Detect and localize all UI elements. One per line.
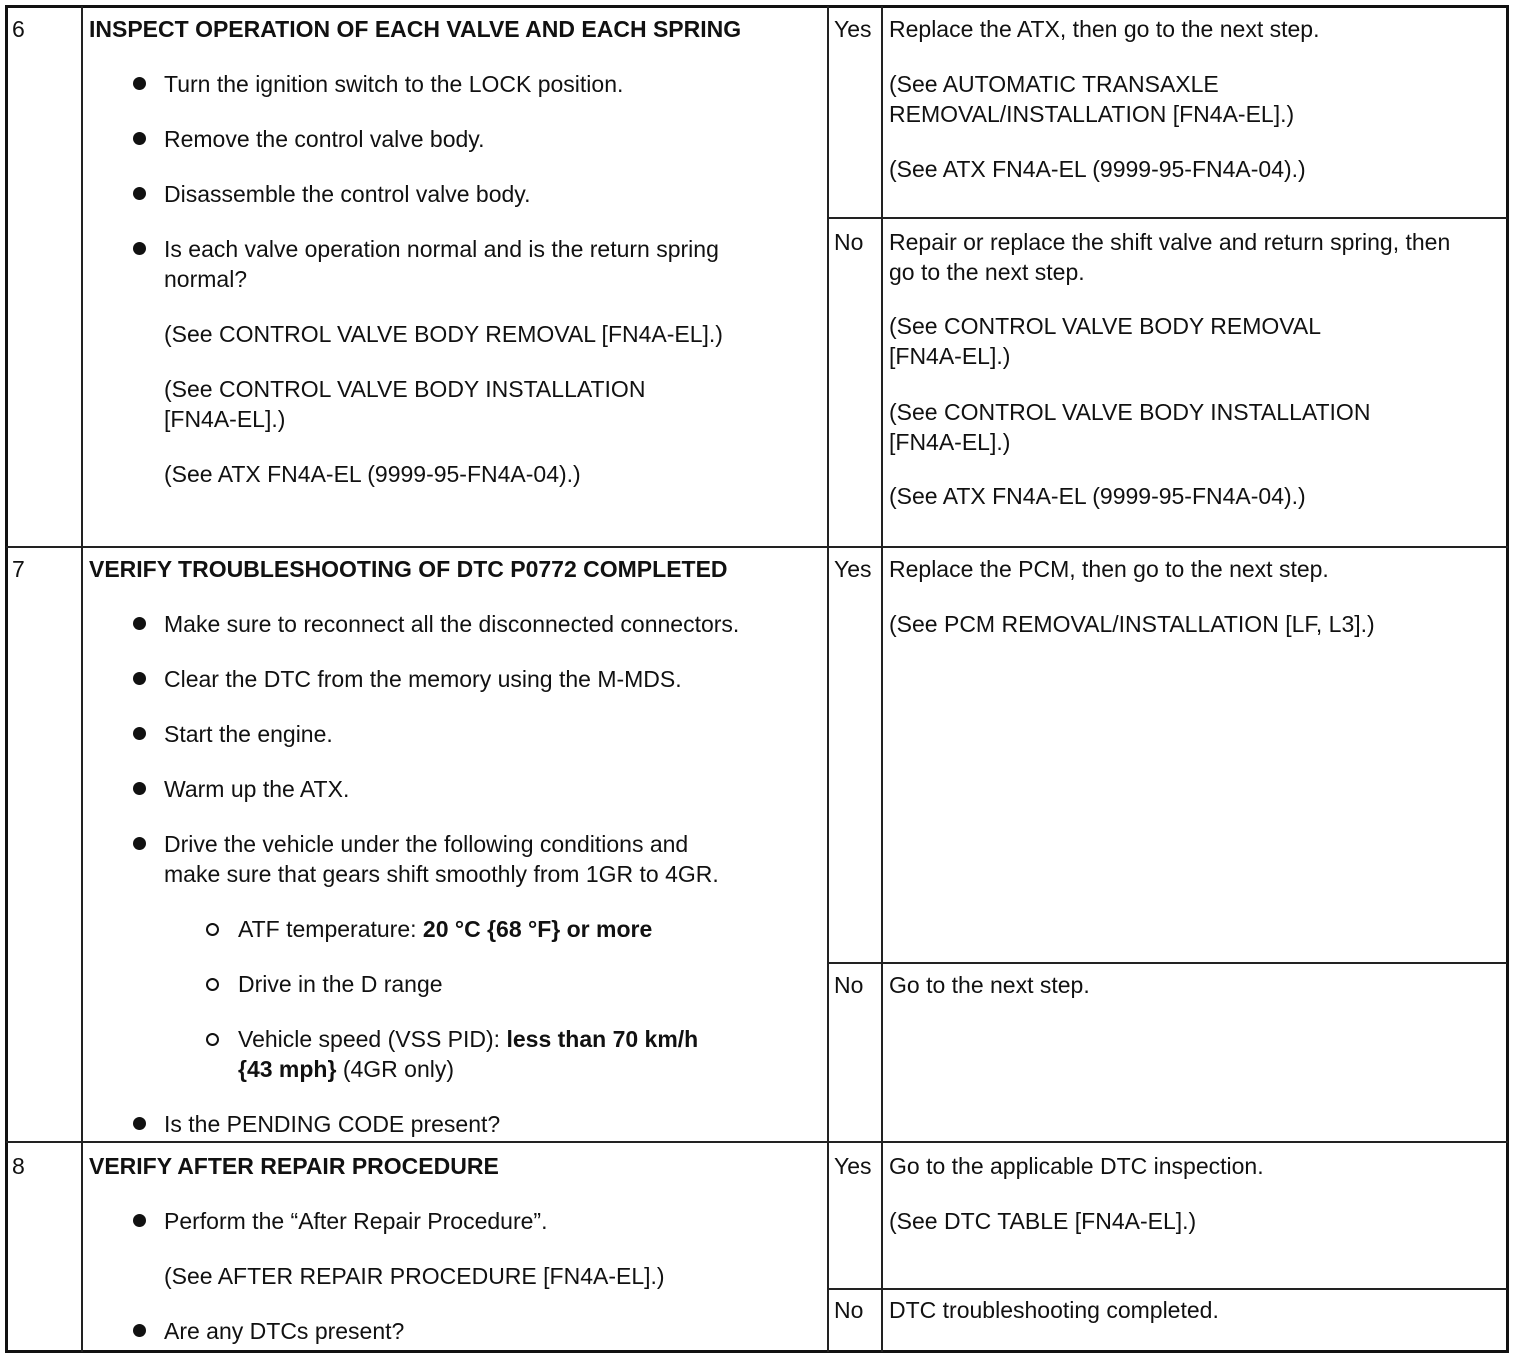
step-instruction: Perform the “After Repair Procedure”. xyxy=(164,1208,548,1234)
step-number: 7 xyxy=(12,556,25,582)
condition-item xyxy=(238,969,443,999)
step-instruction: Remove the control valve body. xyxy=(164,126,485,152)
reference-link-cont[interactable]: [FN4A-EL].) xyxy=(889,429,1011,455)
step-title: VERIFY TROUBLESHOOTING OF DTC P0772 COMPLETED xyxy=(89,556,728,582)
no-label: No xyxy=(834,1297,864,1323)
step-instruction: Are any DTCs present? xyxy=(164,1318,405,1344)
column-divider-result xyxy=(827,6,829,1352)
reference-link[interactable]: (See AUTOMATIC TRANSAXLE xyxy=(889,71,1219,97)
reference-link: (See ATX FN4A-EL (9999-95-FN4A-04).) xyxy=(164,461,581,487)
condition-label: Drive in the D range xyxy=(238,971,443,997)
yes-label: Yes xyxy=(834,16,872,42)
condition-label: ATF temperature: xyxy=(238,916,423,942)
step-title: INSPECT OPERATION OF EACH VALVE AND EACH SPRING xyxy=(89,16,742,42)
sub-bullet-icon xyxy=(206,1033,219,1046)
column-divider-step xyxy=(81,6,83,1352)
step-instruction: Drive the vehicle under the following conditions and xyxy=(164,831,689,857)
no-label: No xyxy=(834,972,864,998)
condition-label: Vehicle speed (VSS PID): xyxy=(238,1026,507,1052)
step6-yes-no-divider xyxy=(827,217,1507,219)
step-instruction: Warm up the ATX. xyxy=(164,776,350,802)
reference-link-cont[interactable]: REMOVAL/INSTALLATION [FN4A-EL].) xyxy=(889,101,1295,127)
condition-value: {43 mph} xyxy=(238,1056,337,1082)
reference-link-cont[interactable]: [FN4A-EL].) xyxy=(889,343,1011,369)
step-instruction: Turn the ignition switch to the LOCK position. xyxy=(164,71,624,97)
bullet-icon xyxy=(133,1117,146,1130)
yes-label: Yes xyxy=(834,1153,872,1179)
step-instruction-cont: normal? xyxy=(164,266,248,292)
yes-action: Go to the applicable DTC inspection. xyxy=(889,1153,1264,1179)
step7-yes-no-divider xyxy=(827,962,1507,964)
column-divider-action xyxy=(881,6,883,1352)
step-instruction: Make sure to reconnect all the disconnected connectors. xyxy=(164,611,740,637)
no-action: Go to the next step. xyxy=(889,972,1090,998)
reference-link[interactable]: (See DTC TABLE [FN4A-EL].) xyxy=(889,1208,1197,1234)
step-instruction: Clear the DTC from the memory using the M-MDS. xyxy=(164,666,682,692)
condition-suffix: (4GR only) xyxy=(336,1056,455,1082)
row-divider-7-8 xyxy=(6,1141,1508,1143)
reference-link: (See ATX FN4A-EL (9999-95-FN4A-04).) xyxy=(889,483,1306,509)
reference-link: (See ATX FN4A-EL (9999-95-FN4A-04).) xyxy=(889,156,1306,182)
step-instruction: Is the PENDING CODE present? xyxy=(164,1111,501,1137)
bullet-icon xyxy=(133,617,146,630)
step8-yes-no-divider xyxy=(827,1288,1507,1290)
yes-action: Replace the ATX, then go to the next step. xyxy=(889,16,1320,42)
reference-link[interactable]: (See CONTROL VALVE BODY REMOVAL xyxy=(889,313,1322,339)
condition-item xyxy=(238,914,652,944)
step-instruction: Is each valve operation normal and is the return spring xyxy=(164,236,719,262)
reference-link-cont[interactable]: [FN4A-EL].) xyxy=(164,406,286,432)
condition-value: less than 70 km/h xyxy=(506,1026,699,1052)
bullet-icon xyxy=(133,242,146,255)
bullet-icon xyxy=(133,187,146,200)
condition-item xyxy=(238,1024,698,1054)
row-divider-6-7 xyxy=(6,546,1508,548)
sub-bullet-icon xyxy=(206,978,219,991)
yes-label: Yes xyxy=(834,556,872,582)
bullet-icon xyxy=(133,1324,146,1337)
reference-link[interactable]: (See CONTROL VALVE BODY INSTALLATION xyxy=(164,376,646,402)
step-number: 6 xyxy=(12,16,25,42)
step-title: VERIFY AFTER REPAIR PROCEDURE xyxy=(89,1153,499,1179)
sub-bullet-icon xyxy=(206,923,219,936)
bullet-icon xyxy=(133,727,146,740)
condition-item-cont xyxy=(238,1054,454,1084)
condition-value: 20 °C {68 °F} or more xyxy=(422,916,653,942)
step-number: 8 xyxy=(12,1153,25,1179)
reference-link[interactable]: (See AFTER REPAIR PROCEDURE [FN4A-EL].) xyxy=(164,1263,665,1289)
bullet-icon xyxy=(133,132,146,145)
no-label: No xyxy=(834,229,864,255)
bullet-icon xyxy=(133,837,146,850)
bullet-icon xyxy=(133,77,146,90)
yes-action: Replace the PCM, then go to the next step. xyxy=(889,556,1329,582)
reference-link[interactable]: (See PCM REMOVAL/INSTALLATION [LF, L3].) xyxy=(889,611,1375,637)
reference-link[interactable]: (See CONTROL VALVE BODY REMOVAL [FN4A-EL].) xyxy=(164,321,723,347)
no-action-cont: go to the next step. xyxy=(889,259,1085,285)
bullet-icon xyxy=(133,672,146,685)
step-instruction-cont: make sure that gears shift smoothly from 1GR to 4GR. xyxy=(164,861,719,887)
step-instruction: Start the engine. xyxy=(164,721,333,747)
no-action: DTC troubleshooting completed. xyxy=(889,1297,1219,1323)
bullet-icon xyxy=(133,782,146,795)
no-action: Repair or replace the shift valve and return spring, then xyxy=(889,229,1451,255)
bullet-icon xyxy=(133,1214,146,1227)
step-instruction: Disassemble the control valve body. xyxy=(164,181,531,207)
reference-link[interactable]: (See CONTROL VALVE BODY INSTALLATION xyxy=(889,399,1371,425)
